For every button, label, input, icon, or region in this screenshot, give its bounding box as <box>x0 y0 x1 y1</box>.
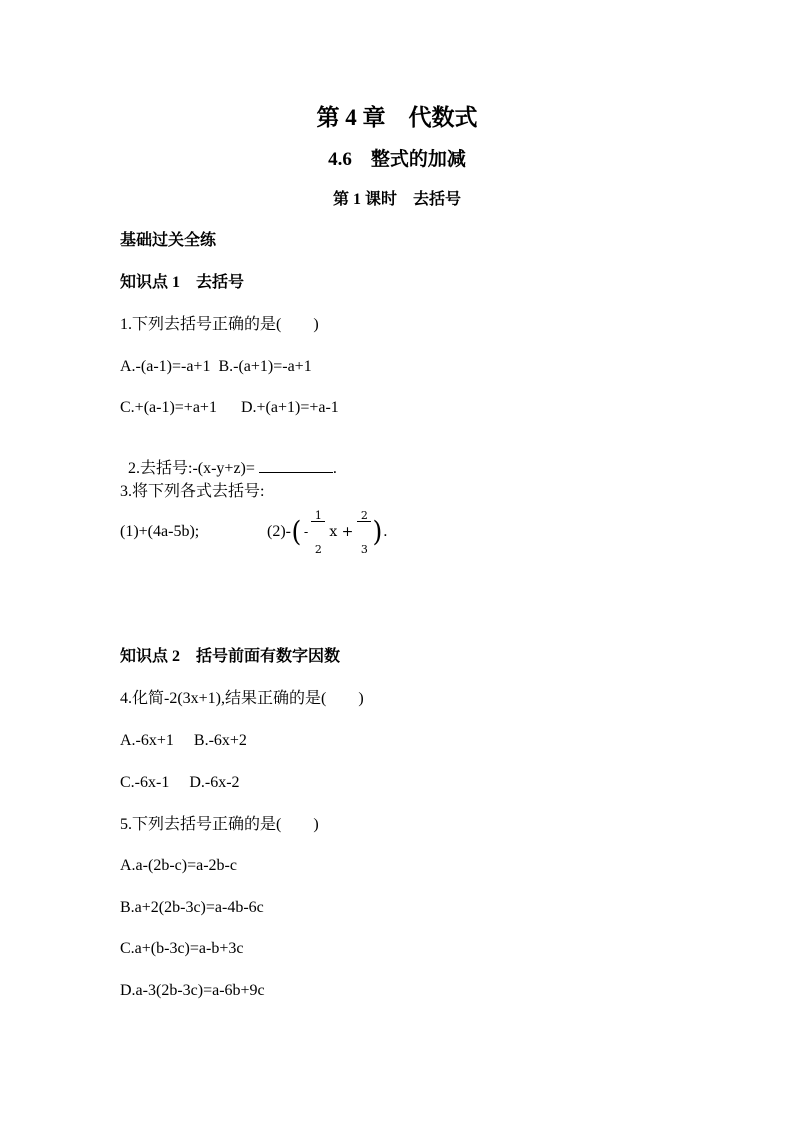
question-4-stem: 4.化简-2(3x+1),结果正确的是( ) <box>120 690 364 707</box>
fraction-numerator: 1 <box>311 510 325 522</box>
variable-x-plus: x + <box>329 524 354 540</box>
question-1-stem: 1.下列去括号正确的是( ) <box>120 316 319 333</box>
fraction-one-half <box>311 488 325 577</box>
question-5-option-a: A.a-(2b-c)=a-2b-c <box>120 857 237 874</box>
fraction-two-thirds <box>357 488 371 577</box>
question-5-stem: 5.下列去括号正确的是( ) <box>120 816 319 833</box>
question-1-options-ab: A.-(a-1)=-a+1 B.-(a+1)=-a+1 <box>120 358 312 375</box>
question-5-option-b: B.a+2(2b-3c)=a-4b-6c <box>120 899 264 916</box>
fraction-denominator: 3 <box>360 542 368 556</box>
question-5-option-d: D.a-3(2b-3c)=a-6b+9c <box>120 982 265 999</box>
right-paren: ) <box>372 515 383 548</box>
question-3-part-2 <box>267 508 388 556</box>
question-3-part-1: (1)+(4a-5b); <box>120 523 200 540</box>
fraction-denominator: 2 <box>314 542 322 556</box>
section-title: 4.6 整式的加减 <box>328 149 466 170</box>
question-3-stem: 3.将下列各式去括号: <box>120 483 265 500</box>
question-4-options-ab: A.-6x+1 B.-6x+2 <box>120 732 247 749</box>
lesson-title: 第 1 课时 去括号 <box>332 191 461 208</box>
question-1-options-cd: C.+(a-1)=+a+1 D.+(a+1)=+a-1 <box>120 399 339 416</box>
question-5-option-c: C.a+(b-3c)=a-b+3c <box>120 940 244 957</box>
section-basic-heading: 基础过关全练 <box>120 232 217 249</box>
question-2-suffix: . <box>332 460 337 477</box>
answer-blank <box>259 458 333 473</box>
part-2-end: . <box>383 523 388 540</box>
question-2-prefix: 2.去括号:-(x-y+z)= <box>128 460 259 477</box>
fraction-numerator: 2 <box>357 510 371 522</box>
question-4-options-cd: C.-6x-1 D.-6x-2 <box>120 774 240 791</box>
question-2 <box>120 442 337 477</box>
knowledge-point-1-heading: 知识点 1 去括号 <box>120 274 245 291</box>
left-paren: ( <box>291 515 302 548</box>
knowledge-point-2-heading: 知识点 2 括号前面有数字因数 <box>120 648 341 665</box>
part-2-prefix: (2)- <box>267 523 291 540</box>
minus-sign: - <box>303 524 309 540</box>
chapter-title: 第 4 章 代数式 <box>316 105 478 130</box>
